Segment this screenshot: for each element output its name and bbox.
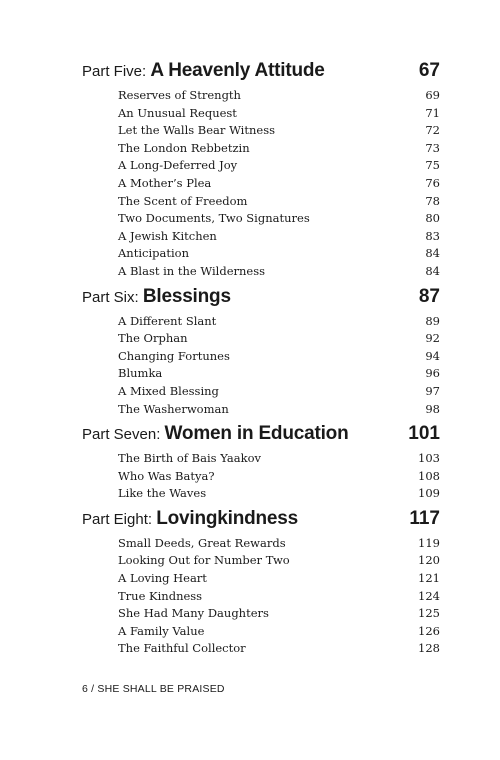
toc-entry <box>82 141 440 159</box>
entry-page-number: 98 <box>425 401 440 416</box>
toc-entry <box>82 158 440 176</box>
entry-title: The Orphan <box>118 331 188 346</box>
entry-title: Reserves of Strength <box>118 88 241 102</box>
entry-page-number: 124 <box>418 588 440 603</box>
part-label: Part Five: <box>82 63 151 80</box>
part-heading-text <box>82 286 231 308</box>
part-label: Part Six: <box>82 288 143 306</box>
part-label: Part Eight: <box>82 510 157 528</box>
toc-section <box>82 286 440 420</box>
entry-page-number: 126 <box>418 623 440 638</box>
entry-page-number: 125 <box>418 606 440 621</box>
entry-page-number: 96 <box>425 366 440 381</box>
entry-page-number: 84 <box>425 263 440 278</box>
entry-title: An Unusual Request <box>118 105 237 120</box>
entry-page-number: 92 <box>425 331 440 346</box>
part-page-number: 101 <box>408 423 440 445</box>
entry-title: A Different Slant <box>118 313 217 328</box>
toc-entry <box>82 624 440 642</box>
entry-title: A Long-Deferred Joy <box>118 158 238 173</box>
part-label: Part Seven: <box>82 426 165 444</box>
toc-entry <box>82 571 440 589</box>
part-heading <box>82 60 440 82</box>
toc-entry <box>82 589 440 607</box>
toc-entry <box>82 553 440 571</box>
table-of-contents <box>82 60 440 663</box>
toc-entry <box>82 123 440 141</box>
entry-title: The Birth of Bais Yaakov <box>118 451 262 466</box>
part-title: Women in Education <box>164 423 349 445</box>
toc-entry <box>82 194 440 212</box>
toc-entry <box>82 402 440 420</box>
part-page-number: 67 <box>418 60 440 81</box>
toc-entry <box>82 229 440 247</box>
entry-page-number: 94 <box>425 348 440 363</box>
entry-page-number: 73 <box>425 140 440 155</box>
entry-list <box>82 88 440 282</box>
toc-entry <box>82 314 440 332</box>
entry-page-number: 108 <box>418 468 440 483</box>
toc-entry <box>82 349 440 367</box>
entry-page-number: 121 <box>418 571 440 586</box>
entry-title: The London Rebbetzin <box>118 140 250 155</box>
entry-title: Let the Walls Bear Witness <box>118 123 275 138</box>
toc-entry <box>82 384 440 402</box>
entry-page-number: 84 <box>425 246 440 261</box>
entry-title: The Washerwoman <box>118 401 229 416</box>
entry-page-number: 97 <box>425 383 440 398</box>
entry-title: Blumka <box>118 366 163 381</box>
entry-page-number: 89 <box>425 313 440 328</box>
toc-section <box>82 60 440 282</box>
toc-entry <box>82 451 440 469</box>
entry-title: A Family Value <box>118 623 205 638</box>
part-title: Lovingkindness <box>156 507 299 529</box>
toc-entry <box>82 176 440 194</box>
entry-title: The Scent of Freedom <box>118 193 248 208</box>
part-title: Blessings <box>142 285 231 307</box>
entry-page-number: 109 <box>418 486 440 501</box>
entry-title: Looking Out for Number Two <box>118 553 290 568</box>
entry-list <box>82 451 440 504</box>
toc-entry <box>82 366 440 384</box>
part-heading-text <box>82 60 325 82</box>
toc-entry <box>82 469 440 487</box>
toc-entry <box>82 331 440 349</box>
part-heading <box>82 423 440 445</box>
toc-entry <box>82 88 440 106</box>
entry-title: A Mother’s Plea <box>118 175 212 190</box>
part-heading <box>82 286 440 308</box>
entry-title: Anticipation <box>118 246 189 261</box>
entry-page-number: 103 <box>418 451 440 466</box>
entry-title: A Blast in the Wilderness <box>118 263 266 278</box>
entry-page-number: 76 <box>425 175 440 190</box>
entry-page-number: 120 <box>418 553 440 568</box>
part-title: A Heavenly Attitude <box>150 60 325 81</box>
toc-entry <box>82 211 440 229</box>
entry-title: She Had Many Daughters <box>118 606 269 621</box>
part-heading-text <box>82 423 349 445</box>
entry-title: Like the Waves <box>118 486 207 501</box>
toc-entry <box>82 641 440 659</box>
entry-title: Small Deeds, Great Rewards <box>118 535 286 550</box>
entry-list <box>82 536 440 659</box>
entry-title: A Mixed Blessing <box>118 383 219 398</box>
entry-page-number: 80 <box>425 211 440 226</box>
entry-page-number: 78 <box>425 193 440 208</box>
entry-page-number: 75 <box>425 158 440 173</box>
toc-section <box>82 423 440 504</box>
entry-title: True Kindness <box>118 588 203 603</box>
part-heading <box>82 508 440 530</box>
toc-entry <box>82 536 440 554</box>
entry-page-number: 83 <box>425 228 440 243</box>
toc-entry <box>82 106 440 124</box>
entry-title: A Loving Heart <box>118 571 207 586</box>
entry-page-number: 72 <box>425 123 440 138</box>
entry-list <box>82 314 440 420</box>
toc-entry <box>82 264 440 282</box>
entry-title: Two Documents, Two Signatures <box>118 211 310 226</box>
entry-title: A Jewish Kitchen <box>118 228 217 243</box>
part-page-number: 117 <box>409 507 440 529</box>
entry-title: Who Was Batya? <box>118 468 215 483</box>
entry-page-number: 71 <box>425 105 440 120</box>
toc-entry <box>82 246 440 264</box>
entry-title: The Faithful Collector <box>118 641 246 656</box>
toc-section <box>82 508 440 659</box>
entry-page-number: 128 <box>418 641 440 656</box>
entry-page-number: 119 <box>418 535 440 550</box>
part-page-number: 87 <box>418 285 440 307</box>
part-heading-text <box>82 508 298 530</box>
toc-entry <box>82 486 440 504</box>
toc-entry <box>82 606 440 624</box>
page-footer: 6 / SHE SHALL BE PRAISED <box>82 683 225 695</box>
entry-title: Changing Fortunes <box>118 348 230 363</box>
entry-page-number: 69 <box>425 88 440 102</box>
